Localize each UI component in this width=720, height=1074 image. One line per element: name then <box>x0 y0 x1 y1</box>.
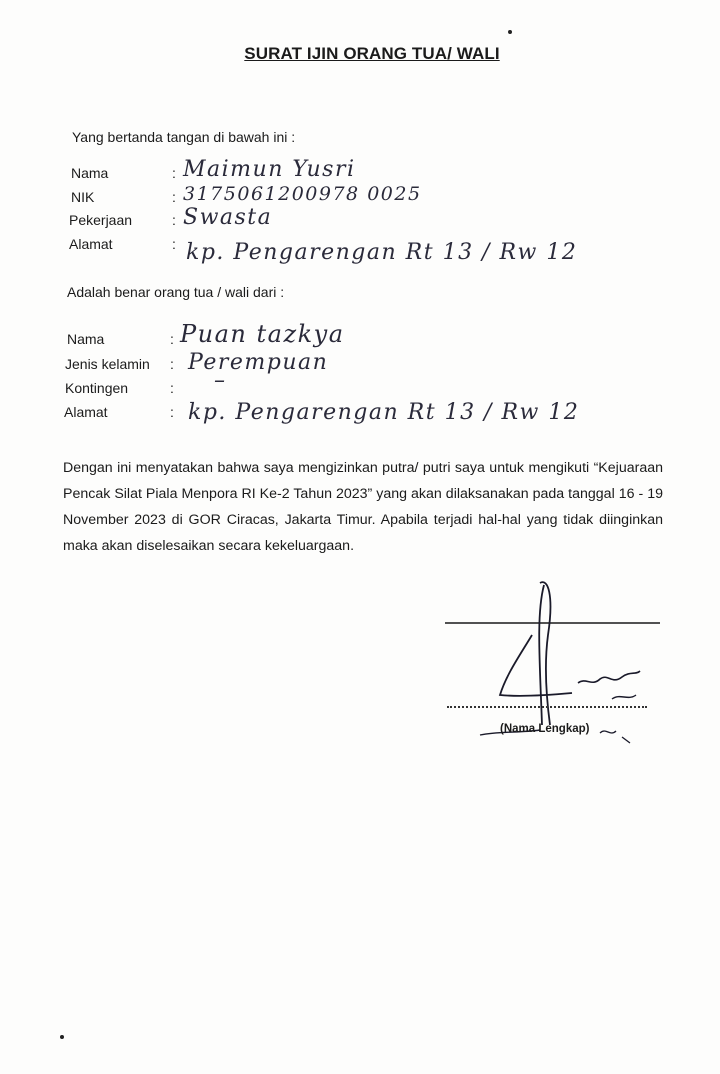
child-gender-label: Jenis kelamin <box>65 356 150 372</box>
relation-text: Adalah benar orang tua / wali dari : <box>67 284 285 300</box>
colon: : <box>170 380 174 396</box>
parent-address-label: Alamat <box>69 236 113 252</box>
child-contingent-value: – <box>214 368 227 393</box>
child-address-label: Alamat <box>64 404 108 420</box>
intro-text: Yang bertanda tangan di bawah ini : <box>72 129 296 145</box>
colon: : <box>172 236 176 252</box>
parent-nik-value: 3175061200978 0025 <box>183 183 422 205</box>
parent-job-label: Pekerjaan <box>69 212 133 228</box>
child-gender-value: Perempuan <box>188 350 329 375</box>
signature-name-label: (Nama Lengkap) <box>500 723 590 735</box>
colon: : <box>170 331 174 347</box>
child-address-value: kp. Pengarengan Rt 13 / Rw 12 <box>188 400 580 425</box>
colon: : <box>170 404 174 420</box>
colon: : <box>172 165 176 181</box>
child-contingent-label: Kontingen <box>65 380 129 396</box>
scan-speck <box>508 30 512 34</box>
colon: : <box>172 189 176 205</box>
signature-icon <box>440 575 660 765</box>
parent-name-value: Maimun Yusri <box>183 157 356 182</box>
scan-speck <box>60 1035 64 1039</box>
colon: : <box>170 356 174 372</box>
parent-address-value: kp. Pengarengan Rt 13 / Rw 12 <box>186 240 578 265</box>
parent-nik-label: NIK <box>71 189 95 205</box>
parent-job-value: Swasta <box>183 205 273 230</box>
statement-paragraph: Dengan ini menyatakan bahwa saya mengizinkan putra/ putri saya untuk mengikuti “Kejuaraan Pencak Silat Piala Menpora RI Ke-2 Tahun 2023” yang akan dilaksanakan pada tanggal 16 - 19 November 2023 di GOR Ciracas, Jakarta Timur. Apabila terjadi hal-hal yang tidak diinginkan maka akan diselesaikan secara kekeluargaan. <box>63 460 663 554</box>
colon: : <box>172 212 176 228</box>
parent-name-label: Nama <box>71 165 109 181</box>
child-name-value: Puan tazkya <box>180 320 345 348</box>
letter-title: SURAT IJIN ORANG TUA/ WALI <box>244 44 500 63</box>
signature-line <box>447 706 647 708</box>
child-name-label: Nama <box>67 331 105 347</box>
